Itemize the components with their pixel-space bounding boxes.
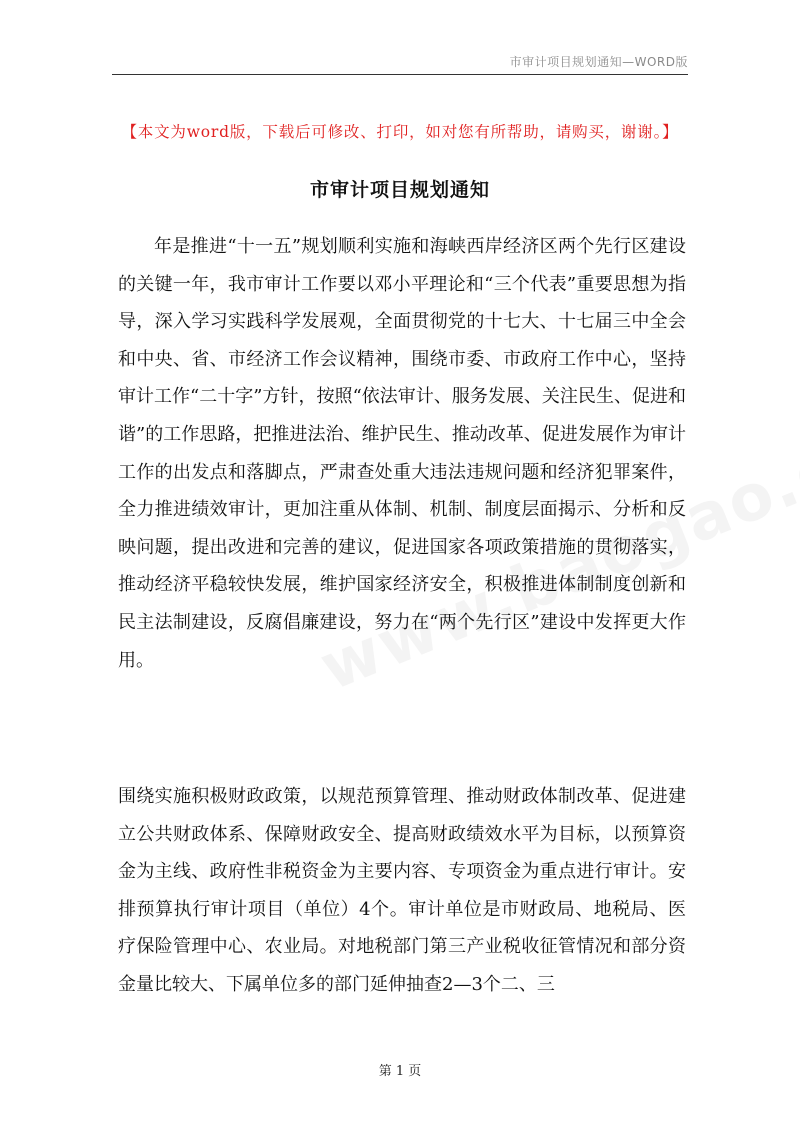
purchase-notice: 【本文为word版，下载后可修改、打印，如对您有所帮助，请购买，谢谢。】 bbox=[121, 123, 679, 141]
body-paragraph-1: 年是推进“十一五”规划顺利实施和海峡西岸经济区两个先行区建设的关键一年，我市审计工作要以邓小平理论和“三个代表”重要思想为指导，深入学习实践科学发展观，全面贯彻党的十七大、十七届三中全会和中央、省、市经济工作会议精神，围绕市委、市政府工作中心，坚持审计工作“二十字”方针，按照“依法审计、服务发展、关注民生、促进和谐”的工作思路，把推进法治、维护民生、推动改革、促进发展作为审计工作的出发点和落脚点，严肃查处重大违法违规问题和经济犯罪案件，全力推进绩效审计，更加注重从体制、机制、制度层面揭示、分析和反映问题，提出改进和完善的建议，促进国家各项政策措施的贯彻落实，推动经济平稳较快发展，维护国家经济安全，积极推进体制制度创新和民主法制建设，反腐倡廉建设，努力在“两个先行区”建设中发挥更大作用。 bbox=[118, 236, 686, 671]
running-header-title: 市审计项目规划通知—WORD版 bbox=[509, 55, 688, 69]
document-title: 市审计项目规划通知 bbox=[309, 179, 490, 201]
page-number: 第 1 页 bbox=[378, 1064, 422, 1079]
header-divider bbox=[112, 74, 688, 75]
body-paragraph-2: 围绕实施积极财政政策，以规范预算管理、推动财政体制改革、促进建立公共财政体系、保障财政安全、提高财政绩效水平为目标，以预算资金为主线、政府性非税资金为主要内容、专项资金为重点进行审计。安排预算执行审计项目（单位）4个。审计单位是市财政局、地税局、医疗保险管理中心、农业局。对地税部门第三产业税收征管情况和部分资金量比较大、下属单位多的部门延伸抽查2—3个二、三 bbox=[118, 786, 686, 995]
